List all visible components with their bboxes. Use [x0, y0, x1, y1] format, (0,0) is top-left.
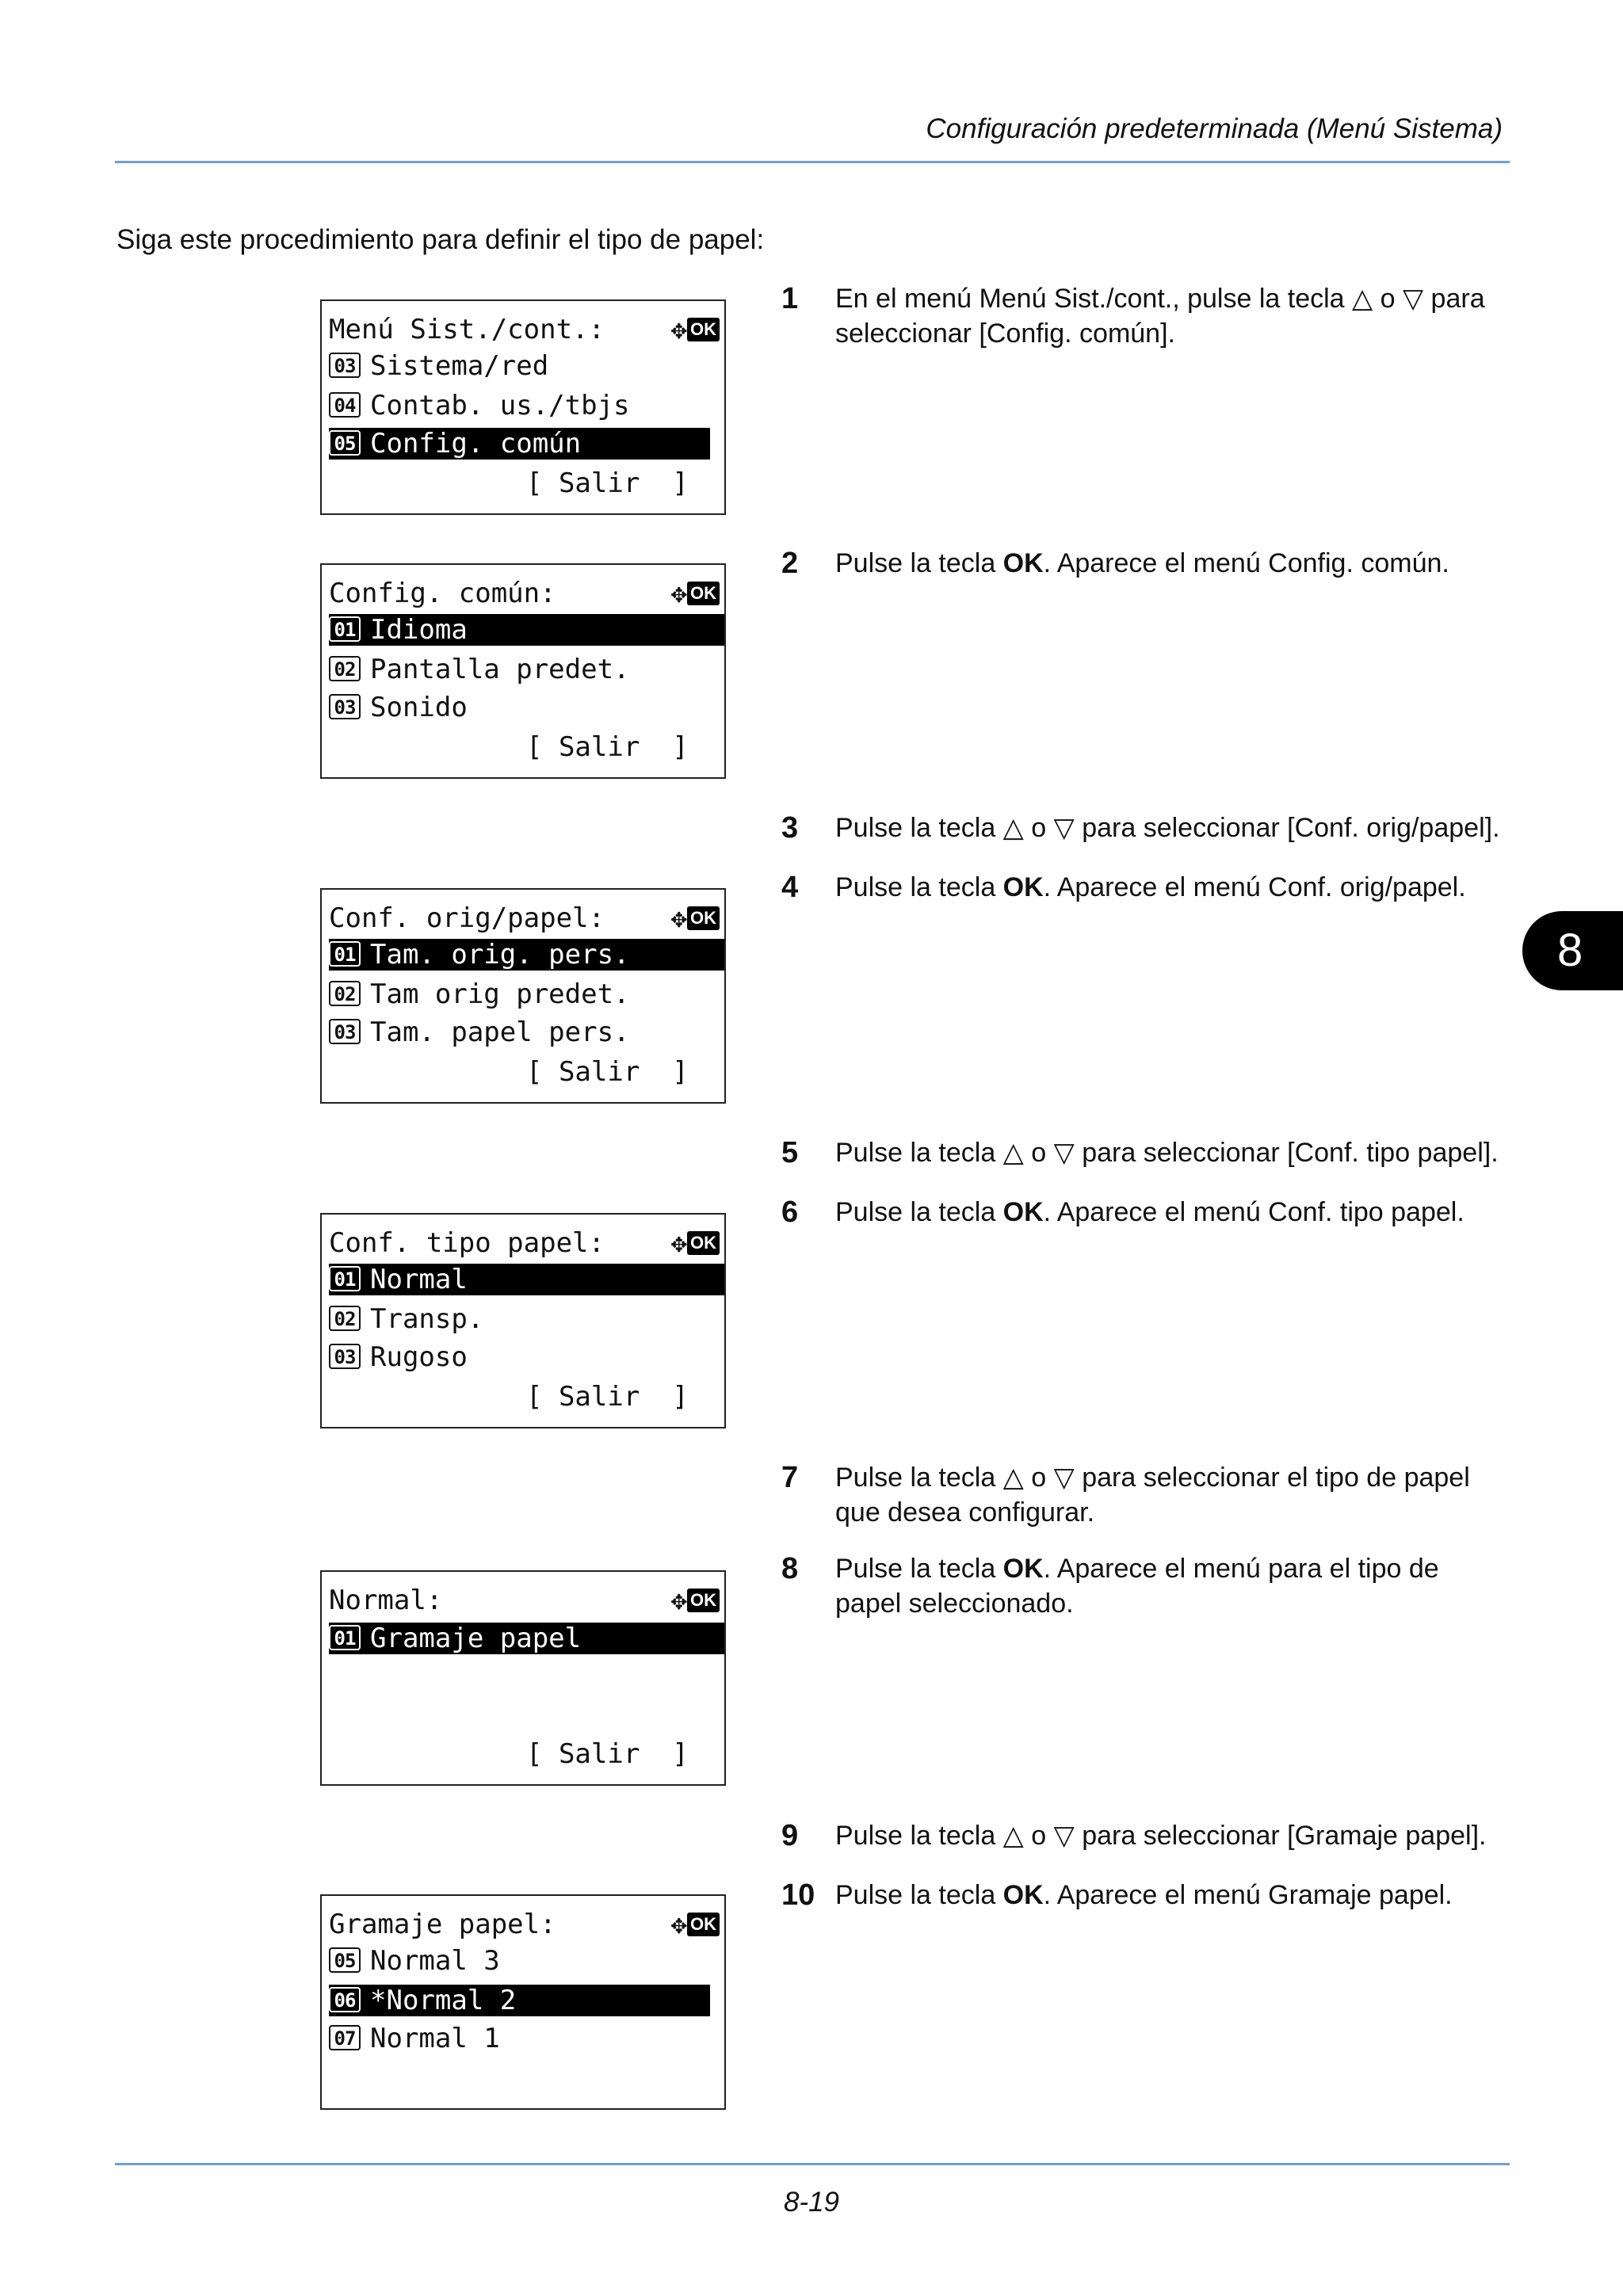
ok-key-icon: OK: [687, 1589, 720, 1612]
chapter-tab: 8: [1522, 911, 1623, 990]
arrow-keys-icon: ✥: [670, 314, 687, 345]
ok-key-icon: OK: [687, 1913, 720, 1936]
lcd-title: Normal:: [329, 1585, 443, 1616]
step-item: [781, 1460, 1510, 1530]
arrow-keys-icon: ✥: [670, 1227, 687, 1259]
option-number: 02: [329, 656, 361, 681]
option-number: 01: [329, 941, 361, 967]
menu-option[interactable]: [329, 390, 724, 421]
option-number: 03: [329, 1344, 361, 1369]
step-number: 6: [781, 1196, 799, 1229]
menu-option[interactable]: [329, 1016, 724, 1048]
lcd-title: Conf. orig/papel:: [329, 902, 605, 934]
option-number: 01: [329, 616, 361, 642]
lcd-title: Menú Sist./cont.:: [329, 314, 605, 345]
option-number: 07: [329, 2025, 361, 2050]
lcd-screen: [320, 563, 726, 779]
arrow-keys-icon: ✥: [670, 578, 687, 609]
ok-key-icon: OK: [687, 906, 720, 930]
step-number: 10: [781, 1878, 815, 1912]
option-label: Transp.: [370, 1303, 484, 1335]
option-number: 03: [329, 353, 361, 378]
lcd-screen: [320, 1570, 726, 1786]
option-number: 06: [329, 1987, 361, 2012]
lcd-title: Conf. tipo papel:: [329, 1227, 605, 1259]
menu-option[interactable]: [329, 1341, 724, 1373]
ok-key-icon: OK: [687, 1231, 720, 1255]
page-number: 8-19: [783, 2187, 840, 2218]
option-number: 04: [329, 392, 361, 418]
step-item: [781, 1135, 1510, 1170]
option-label: Normal: [370, 1264, 468, 1295]
menu-option[interactable]: [329, 692, 724, 723]
option-label: Sonido: [370, 692, 468, 723]
step-text: Pulse la tecla △ o ▽ para seleccionar [Conf. orig/papel].: [835, 813, 1500, 843]
step-item: [781, 810, 1510, 845]
lcd-screen: [320, 1894, 726, 2110]
option-label: Rugoso: [370, 1341, 468, 1373]
menu-option[interactable]: [329, 614, 724, 646]
menu-option[interactable]: [329, 939, 724, 971]
step-item: [781, 281, 1510, 351]
step-number: 4: [781, 871, 799, 904]
option-number: 05: [329, 430, 361, 456]
header-rule: [115, 161, 1510, 163]
lcd-screen: [320, 299, 726, 515]
option-label: Normal 1: [370, 2023, 500, 2054]
option-label: Sistema/red: [370, 350, 549, 382]
nav-ok-indicator: [671, 1909, 720, 1940]
lcd-screen: [320, 1213, 726, 1428]
ok-key-label: OK: [1002, 872, 1044, 902]
step-text: Pulse la tecla OK. Aparece el menú Config. común.: [835, 548, 1449, 578]
exit-softkey[interactable]: [ Salir ]: [526, 731, 689, 763]
ok-key-icon: OK: [687, 582, 720, 605]
step-text: Pulse la tecla OK. Aparece el menú para el tipo de papel seleccionado.: [835, 1554, 1439, 1619]
lcd-title: Config. común:: [329, 578, 556, 609]
step-item: [781, 1818, 1510, 1853]
menu-option[interactable]: [329, 1623, 724, 1654]
menu-option[interactable]: [329, 1945, 724, 1977]
option-number: 03: [329, 1019, 361, 1044]
step-text: Pulse la tecla OK. Aparece el menú Gramaje papel.: [835, 1880, 1453, 1910]
ok-key-label: OK: [1002, 1880, 1044, 1910]
step-item: [781, 1878, 1510, 1913]
step-number: 9: [781, 1819, 799, 1852]
option-label: Idioma: [370, 614, 468, 646]
option-label: Config. común: [370, 428, 582, 460]
step-text: Pulse la tecla OK. Aparece el menú Conf. orig/papel.: [835, 872, 1466, 902]
step-text: Pulse la tecla △ o ▽ para seleccionar [Conf. tipo papel].: [835, 1138, 1499, 1168]
option-number: 01: [329, 1266, 361, 1291]
step-item: [781, 546, 1510, 581]
option-label: Normal 3: [370, 1945, 500, 1977]
footer-rule: [115, 2163, 1510, 2165]
running-header: Configuración predeterminada (Menú Sistema): [926, 113, 1503, 144]
option-label: Tam orig predet.: [370, 978, 630, 1010]
step-item: [781, 1195, 1510, 1230]
nav-ok-indicator: [671, 902, 720, 934]
option-label: *Normal 2: [370, 1985, 517, 2016]
step-number: 2: [781, 547, 799, 580]
exit-softkey[interactable]: [ Salir ]: [526, 1381, 689, 1413]
exit-softkey[interactable]: [ Salir ]: [526, 467, 689, 499]
step-text: En el menú Menú Sist./cont., pulse la tecla △ o ▽ para seleccionar [Config. común].: [835, 284, 1485, 349]
step-number: 3: [781, 811, 799, 845]
option-number: 02: [329, 981, 361, 1006]
nav-ok-indicator: [671, 1227, 720, 1259]
step-item: [781, 870, 1510, 905]
ok-key-label: OK: [1002, 1197, 1044, 1227]
intro-text: Siga este procedimiento para definir el tipo de papel:: [116, 224, 765, 255]
step-number: 7: [781, 1461, 799, 1494]
step-text: Pulse la tecla △ o ▽ para seleccionar [Gramaje papel].: [835, 1821, 1487, 1851]
menu-option[interactable]: [329, 654, 724, 685]
option-label: Gramaje papel: [370, 1623, 582, 1654]
lcd-screen: [320, 888, 726, 1104]
step-number: 1: [781, 282, 799, 315]
arrow-keys-icon: ✥: [670, 1909, 687, 1940]
option-number: 01: [329, 1625, 361, 1650]
ok-key-label: OK: [1002, 1554, 1044, 1584]
step-text: Pulse la tecla OK. Aparece el menú Conf. tipo papel.: [835, 1197, 1465, 1227]
menu-option[interactable]: [329, 350, 724, 382]
step-item: [781, 1551, 1510, 1621]
lcd-title: Gramaje papel:: [329, 1909, 556, 1940]
option-label: Pantalla predet.: [370, 654, 630, 685]
option-number: 05: [329, 1947, 361, 1973]
step-number: 8: [781, 1552, 799, 1585]
ok-key-label: OK: [1002, 548, 1044, 578]
option-label: Tam. orig. pers.: [370, 939, 630, 971]
menu-option[interactable]: [329, 428, 710, 460]
menu-option[interactable]: [329, 2023, 724, 2054]
menu-option[interactable]: [329, 1303, 724, 1335]
exit-softkey[interactable]: [ Salir ]: [526, 1738, 689, 1770]
menu-option[interactable]: [329, 1985, 710, 2016]
exit-softkey[interactable]: [ Salir ]: [526, 1056, 689, 1088]
option-label: Contab. us./tbjs: [370, 390, 630, 421]
step-text: Pulse la tecla △ o ▽ para seleccionar el tipo de papel que desea configurar.: [835, 1463, 1470, 1527]
nav-ok-indicator: [671, 578, 720, 609]
arrow-keys-icon: ✥: [670, 902, 687, 934]
arrow-keys-icon: ✥: [670, 1585, 687, 1616]
nav-ok-indicator: [671, 314, 720, 345]
menu-option[interactable]: [329, 1264, 724, 1295]
step-number: 5: [781, 1136, 799, 1169]
option-number: 03: [329, 694, 361, 719]
option-label: Tam. papel pers.: [370, 1016, 630, 1048]
nav-ok-indicator: [671, 1585, 720, 1616]
option-number: 02: [329, 1306, 361, 1331]
menu-option[interactable]: [329, 978, 724, 1010]
ok-key-icon: OK: [687, 318, 720, 341]
